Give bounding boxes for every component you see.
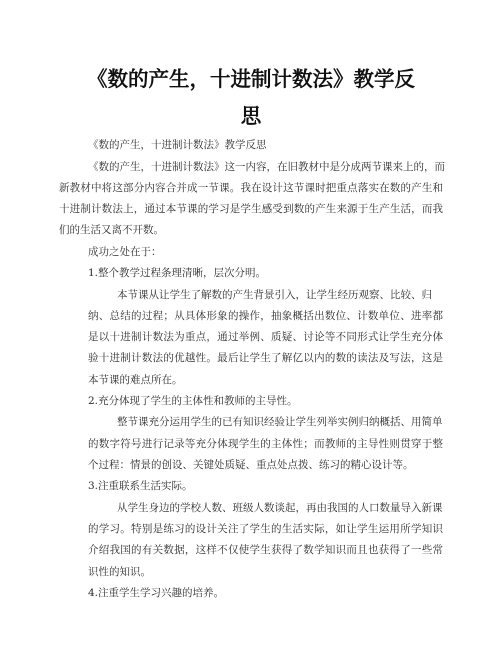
item-1-line-1: 本节课从让学生了解数的产生背景引入，让学生经历观察、比较、归 — [117, 289, 432, 301]
intro-line-3: 十进制计数法上，通过本节课的学习是学生感受到数的产生来源于生产生活，而我 — [59, 203, 443, 215]
item-1-heading: 1.整个教学过程条理清晰，层次分明。 — [88, 267, 267, 279]
item-3-line-1: 从学生身边的学校人数、班级人数谈起，再由我国的人口数量导入新课 — [117, 502, 443, 514]
item-3-heading: 3.注重联系生活实际。 — [88, 480, 193, 492]
item-2-line-2: 的数字符号进行记录等充分体现学生的主体性；而教师的主导性则贯穿于整 — [88, 438, 443, 450]
success-heading: 成功之处在于： — [88, 246, 162, 258]
item-2-line-3: 个过程：情景的创设、关键处质疑、重点处点拨、练习的精心设计等。 — [88, 459, 414, 471]
intro-line-2: 新教材中将这部分内容合并成一节课。我在设计这节课时把重点落实在数的产生和 — [59, 182, 443, 194]
item-1-line-5: 本节课的难点所在。 — [88, 374, 183, 386]
item-4-heading: 4.注重学生学习兴趣的培养。 — [88, 587, 225, 599]
document-subtitle: 《数的产生，十进制计数法》教学反思 — [88, 139, 267, 151]
item-3-line-3: 介绍我国的有关数据，这样不仅使学生获得了数学知识而且也获得了一些常 — [88, 544, 443, 556]
item-2-line-1: 整节课充分运用学生的已有知识经验让学生列举实例归纳概括、用简单 — [117, 416, 443, 428]
intro-line-1: 《数的产生，十进制计数法》这一内容，在旧教材中是分成两节课来上的，而 — [88, 161, 445, 173]
intro-line-4: 们的生活又离不开数。 — [59, 224, 164, 236]
item-1-line-2: 纳、总结的过程；从具体形象的操作，抽象概括出数位、计数单位、进率都 — [88, 310, 443, 322]
document-title-line-2: 思 — [240, 104, 262, 128]
document-title-line-1: 《数的产生，十进制计数法》教学反 — [87, 67, 415, 91]
item-3-line-2: 的学习。特别是练习的设计关注了学生的生活实际，如让学生运用所学知识 — [88, 523, 443, 535]
item-1-line-4: 验十进制计数法的优越性。最后让学生了解亿以内的数的读法及写法，这是 — [88, 352, 443, 364]
item-1-line-3: 是以十进制计数法为重点，通过举例、质疑、讨论等不同形式让学生充分体 — [88, 331, 443, 343]
item-3-line-4: 识性的知识。 — [88, 566, 151, 578]
item-2-heading: 2.充分体现了学生的主体性和教师的主导性。 — [88, 395, 298, 407]
